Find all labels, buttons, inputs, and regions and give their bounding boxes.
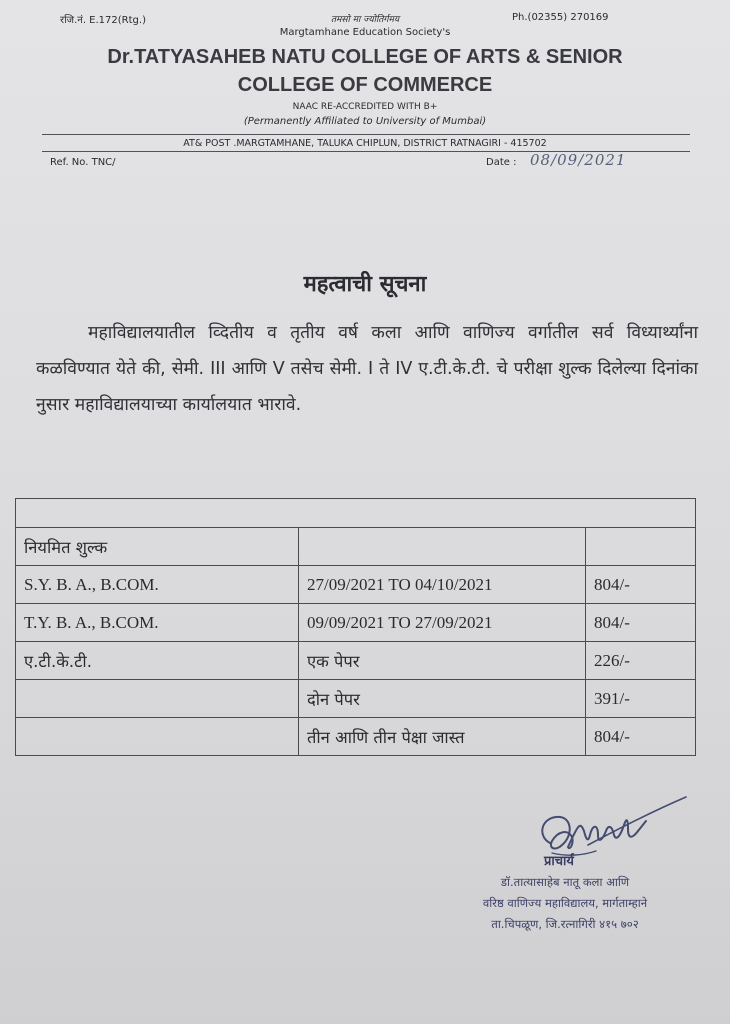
table-row bbox=[16, 642, 696, 680]
registration-number: रजि.नं. E.172(Rtg.) bbox=[60, 15, 146, 26]
table-cell-papers: दोन पेपर bbox=[299, 680, 586, 718]
table-cell-category bbox=[16, 680, 299, 718]
table-cell-fee bbox=[586, 528, 696, 566]
table-cell-fee: 226/- bbox=[586, 642, 696, 680]
stamp-line3: ता.चिपळूण, जि.रत्नागिरी ४१५ ७०२ bbox=[491, 917, 639, 931]
college-name-line1: Dr.TATYASAHEB NATU COLLEGE OF ARTS & SENIOR bbox=[107, 46, 623, 68]
college-name-line2: COLLEGE OF COMMERCE bbox=[237, 74, 493, 96]
table-row bbox=[16, 680, 696, 718]
table-top-band bbox=[16, 499, 696, 528]
table-cell-category bbox=[16, 718, 299, 756]
table-cell-dates: 27/09/2021 TO 04/10/2021 bbox=[299, 566, 586, 604]
table-cell-papers: तीन आणि तीन पेक्षा जास्त bbox=[299, 718, 586, 756]
table-row bbox=[16, 528, 696, 566]
table-cell-fee: 804/- bbox=[586, 604, 696, 642]
stamp-line2: वरिष्ठ वाणिज्य महाविद्यालय, मार्गताम्हाने bbox=[482, 896, 648, 910]
stamp-line1: डॉ.तात्यासाहेब नातू कला आणि bbox=[500, 875, 630, 889]
table-cell-fee: 391/- bbox=[586, 680, 696, 718]
college-address: AT& POST .MARGTAMHANE, TALUKA CHIPLUN, DISTRICT RATNAGIRI - 415702 bbox=[183, 138, 547, 149]
notice-body: महाविद्यालयातील व्दितीय व तृतीय वर्ष कला आणि वाणिज्य वर्गातील सर्व विध्यार्थ्यांना कळविण्यात येते की, सेमी. III आणि V तसेच सेमी. I ते IV ए.टी.के.टी. चे परीक्षा शुल्क दिलेल्या दिनांका नुसार महाविद्यालयाच्या कार्यालयात भारावे. bbox=[36, 323, 698, 415]
society-motto: तमसो मा ज्योतिर्गमय bbox=[330, 15, 400, 25]
table-cell-category: नियमित शुल्क bbox=[16, 528, 299, 566]
fee-table bbox=[15, 498, 696, 756]
table-cell-papers: एक पेपर bbox=[299, 642, 586, 680]
society-name: Margtamhane Education Society's bbox=[279, 27, 451, 38]
principal-signature bbox=[528, 795, 698, 875]
principal-title: प्राचार्य bbox=[544, 854, 574, 869]
naac-accreditation: NAAC RE-ACCREDITED WITH B+ bbox=[292, 102, 438, 112]
reference-number: Ref. No. TNC/ bbox=[50, 157, 116, 168]
university-affiliation: (Permanently Affiliated to University of Mumbai) bbox=[243, 116, 487, 127]
table-cell-category: S.Y. B. A., B.COM. bbox=[16, 566, 299, 604]
college-stamp bbox=[440, 872, 690, 935]
table-row bbox=[16, 499, 696, 528]
phone-number: Ph.(02355) 270169 bbox=[512, 12, 609, 23]
table-cell-fee: 804/- bbox=[586, 566, 696, 604]
header-divider-top bbox=[42, 134, 690, 135]
table-cell-category: ए.टी.के.टी. bbox=[16, 642, 299, 680]
table-cell-category: T.Y. B. A., B.COM. bbox=[16, 604, 299, 642]
table-row bbox=[16, 718, 696, 756]
table-cell-dates: 09/09/2021 TO 27/09/2021 bbox=[299, 604, 586, 642]
table-row bbox=[16, 566, 696, 604]
table-cell-dates bbox=[299, 528, 586, 566]
notice-title: महत्वाची सूचना bbox=[303, 272, 427, 297]
table-row bbox=[16, 604, 696, 642]
handwritten-date: 08/09/2021 bbox=[530, 151, 627, 169]
date-label: Date : bbox=[486, 157, 517, 168]
table-cell-fee: 804/- bbox=[586, 718, 696, 756]
